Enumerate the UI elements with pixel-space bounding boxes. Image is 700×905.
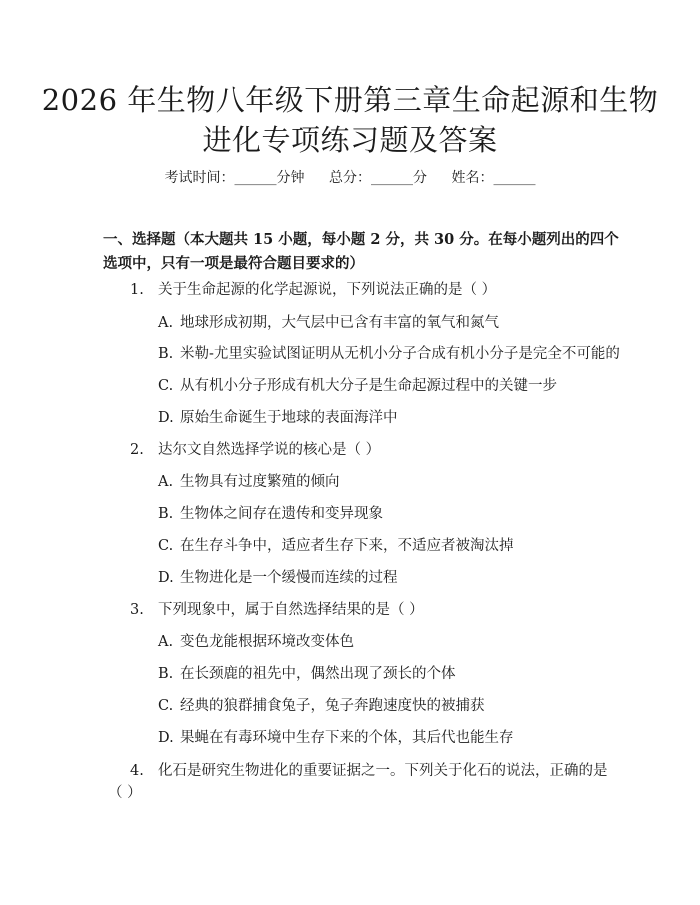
exam-time-field: 考试时间：______分钟 — [164, 170, 305, 186]
question-2 — [130, 439, 630, 461]
option-letter: C. — [158, 698, 174, 714]
question-1-option-a — [158, 312, 658, 334]
total-score-field: 总分：______分 — [329, 170, 427, 186]
option-text: 从有机小分子形成有机大分子是生命起源过程中的关键一步 — [180, 378, 557, 394]
question-1-option-b — [158, 343, 658, 365]
option-letter: A. — [158, 474, 174, 490]
question-number: 1. — [130, 282, 144, 298]
question-3-option-c — [158, 695, 658, 717]
option-letter: D. — [158, 730, 174, 746]
question-1-option-c — [158, 375, 658, 397]
option-text: 原始生命诞生于地球的表面海洋中 — [180, 410, 398, 426]
student-name-field: 姓名：______ — [451, 170, 536, 186]
question-3-option-b — [158, 663, 658, 685]
question-4 — [108, 760, 608, 804]
question-stem: 关于生命起源的化学起源说，下列说法正确的是（ ） — [158, 282, 497, 298]
question-1-option-d — [158, 407, 658, 429]
question-1 — [130, 279, 630, 301]
question-3-option-a — [158, 631, 658, 653]
option-letter: A. — [158, 315, 174, 331]
question-2-option-c — [158, 535, 658, 557]
question-3-option-d — [158, 727, 658, 749]
question-2-option-d — [158, 567, 658, 589]
question-2-option-b — [158, 503, 658, 525]
option-letter: B. — [158, 666, 174, 682]
option-letter: C. — [158, 378, 174, 394]
question-number: 4. — [130, 763, 144, 779]
question-number: 3. — [130, 602, 144, 618]
exam-meta — [0, 168, 700, 188]
option-text: 果蝇在有毒环境中生存下来的个体，其后代也能生存 — [180, 730, 514, 746]
option-text: 生物进化是一个缓慢而连续的过程 — [180, 570, 398, 586]
document-title: 2026 年生物八年级下册第三章生命起源和生物进化专项练习题及答案 — [41, 83, 659, 157]
option-letter: D. — [158, 570, 174, 586]
option-text: 变色龙能根据环境改变体色 — [180, 634, 354, 650]
question-stem: 达尔文自然选择学说的核心是（ ） — [158, 442, 381, 458]
question-2-option-a — [158, 471, 658, 493]
question-stem: 下列现象中，属于自然选择结果的是（ ） — [158, 602, 424, 618]
question-stem: 化石是研究生物进化的重要证据之一。下列关于化石的说法，正确的是（ ） — [108, 763, 608, 801]
option-text: 地球形成初期，大气层中已含有丰富的氧气和氮气 — [180, 315, 499, 331]
option-letter: A. — [158, 634, 174, 650]
section-header: 一、选择题（本大题共 15 小题，每小题 2 分，共 30 分。在每小题列出的四个选项中，只有一项是最符合题目要求的） — [103, 231, 619, 272]
option-letter: D. — [158, 410, 174, 426]
option-text: 在长颈鹿的祖先中，偶然出现了颈长的个体 — [180, 666, 456, 682]
option-letter: C. — [158, 538, 174, 554]
question-number: 2. — [130, 442, 144, 458]
option-letter: B. — [158, 506, 174, 522]
option-text: 在生存斗争中，适应者生存下来，不适应者被淘汰掉 — [180, 538, 514, 554]
option-text: 生物体之间存在遗传和变异现象 — [180, 506, 383, 522]
option-text: 米勒-尤里实验试图证明从无机小分子合成有机小分子是完全不可能的 — [180, 346, 620, 362]
question-3 — [130, 599, 630, 621]
option-text: 生物具有过度繁殖的倾向 — [180, 474, 340, 490]
option-letter: B. — [158, 346, 174, 362]
option-text: 经典的狼群捕食兔子，兔子奔跑速度快的被捕获 — [180, 698, 485, 714]
